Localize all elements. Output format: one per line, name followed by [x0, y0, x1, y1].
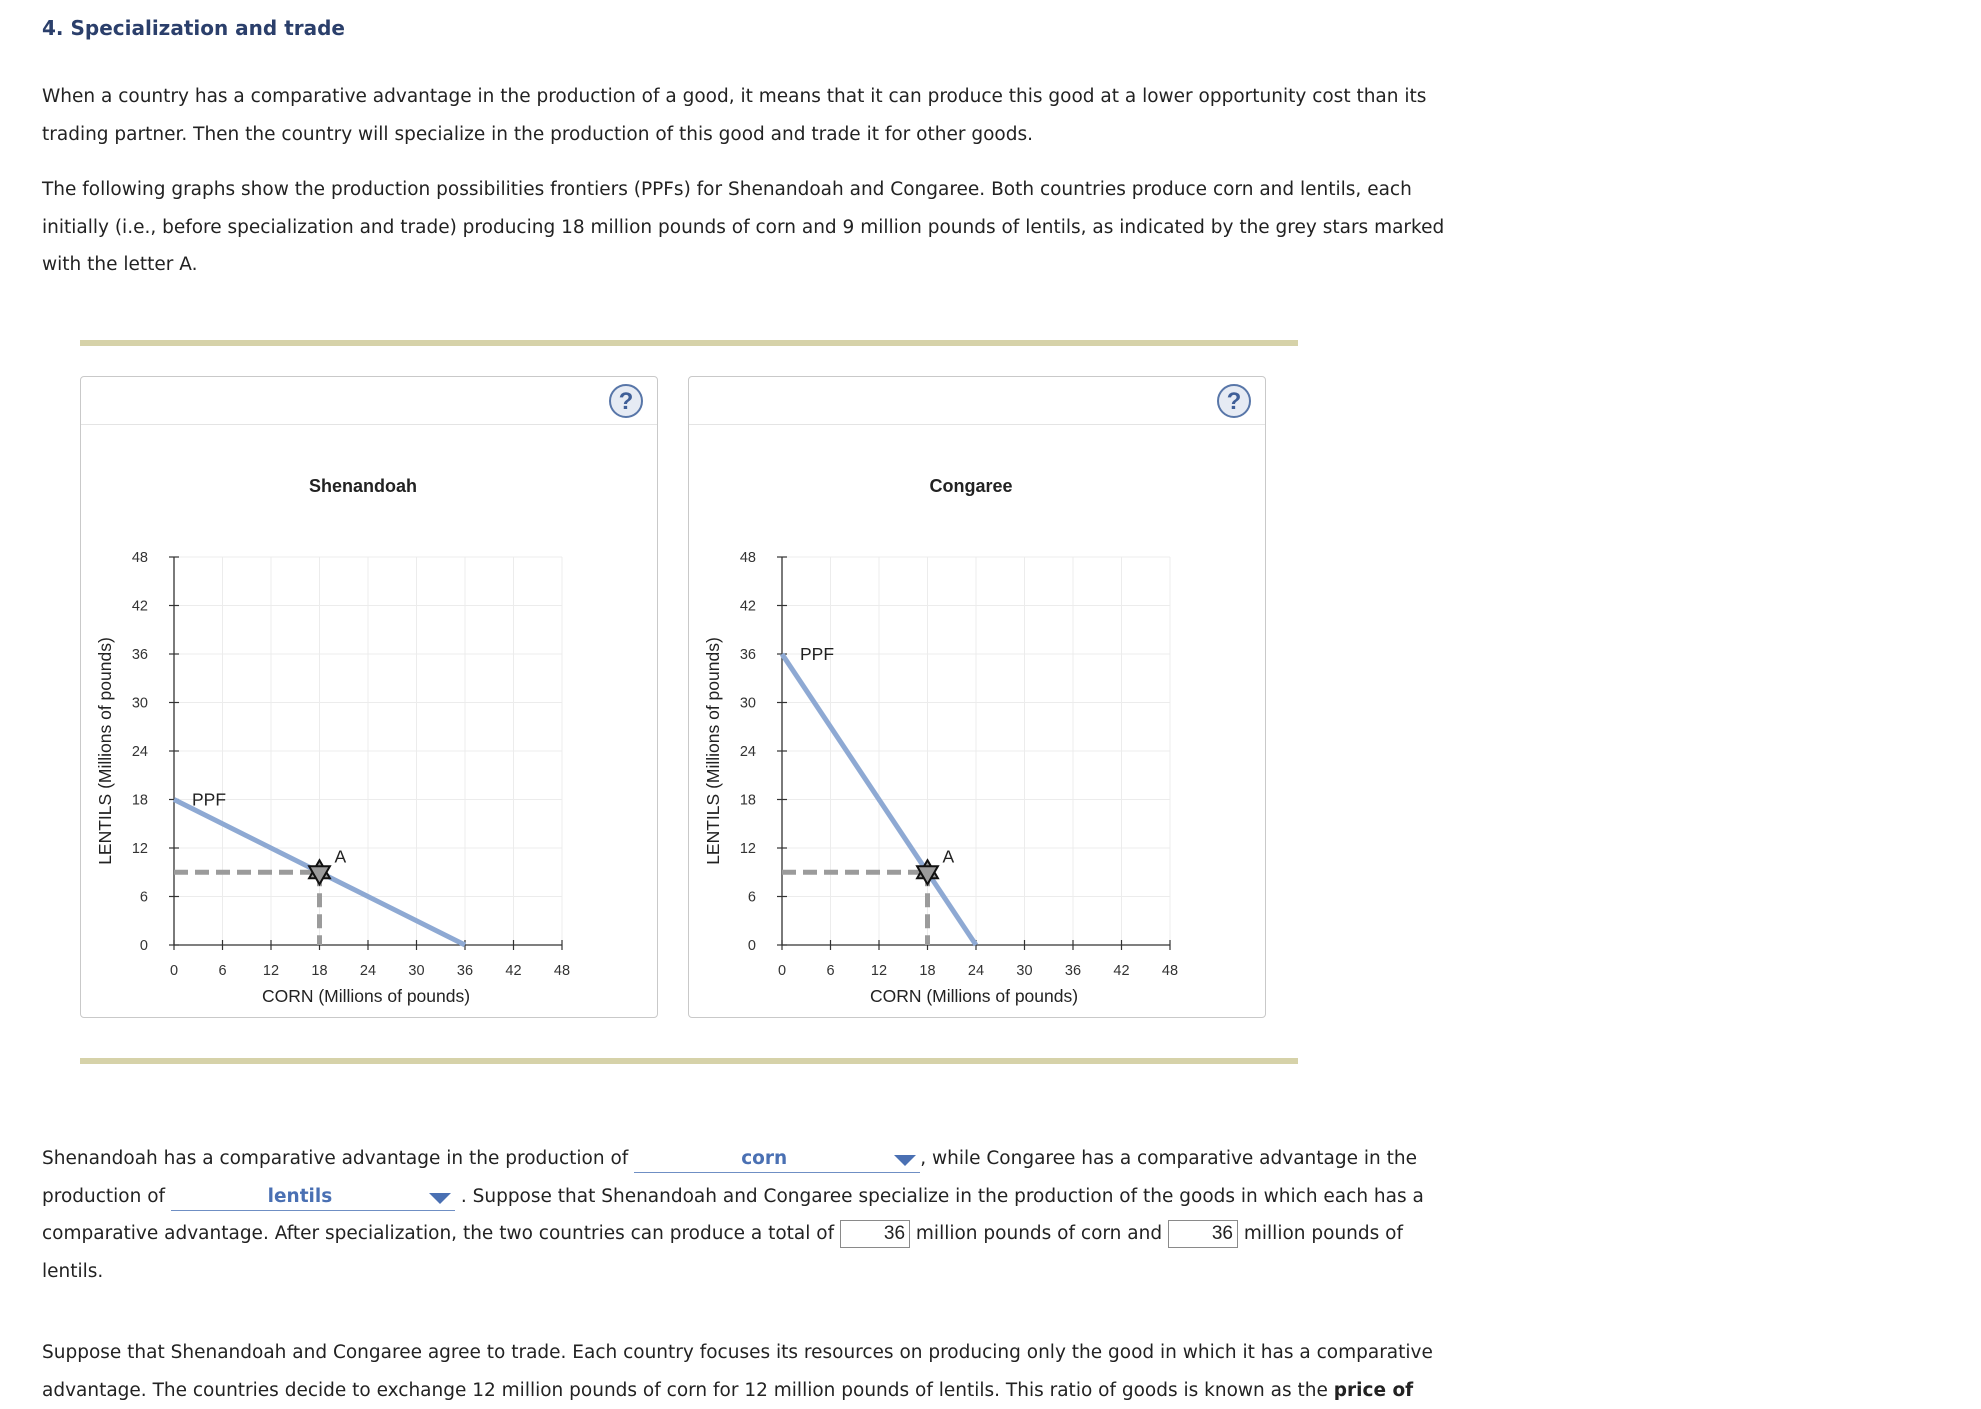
total-corn-input[interactable]: 36	[840, 1220, 910, 1248]
y-tick-label: 18	[131, 792, 148, 809]
answer-paragraph	[42, 1140, 1462, 1290]
x-tick-label: 18	[311, 963, 328, 979]
intro-1-line-1: When a country has a comparative advantage in the production of a good, it means that it can produce this good at a lower opportunity cost than its	[42, 86, 1427, 107]
chart-title: Shenandoah	[308, 476, 418, 496]
x-tick-label: 6	[826, 963, 835, 979]
answer-text-4: . Suppose that Shenandoah and Congaree specialize in the production of the goods in which each has a	[460, 1185, 1424, 1207]
panel-header	[81, 377, 657, 425]
y-tick-label: 48	[131, 550, 148, 566]
answer-text-8: lentils.	[42, 1260, 104, 1282]
intro-2-line-1: The following graphs show the production possibilities frontiers (PPFs) for Shenandoah and Congaree. Both countries produce corn and lentils, each	[42, 179, 1412, 200]
x-axis-label: CORN (Millions of pounds)	[261, 986, 471, 1006]
intro-paragraph-1	[42, 78, 1542, 153]
top-divider	[80, 340, 1298, 346]
y-tick-label: 0	[747, 938, 756, 954]
x-tick-label: 24	[359, 963, 377, 979]
dropdown-selected-value: corn	[741, 1148, 788, 1169]
total-lentils-input[interactable]: 36	[1168, 1220, 1238, 1248]
y-tick-label: 42	[739, 598, 756, 615]
y-tick-label: 12	[131, 841, 148, 857]
y-tick-label: 6	[747, 889, 756, 906]
x-tick-label: 42	[1113, 963, 1130, 979]
answer-text-1: Shenandoah has a comparative advantage in the production of	[42, 1148, 629, 1169]
dropdown-selected-value: lentils	[267, 1185, 333, 1207]
trade-line-2: advantage. The countries decide to exchange 12 million pounds of corn for 12 million pounds of lentils. This ratio of goods is known as the	[42, 1379, 1328, 1401]
x-tick-label: 6	[218, 963, 227, 979]
x-axis-label: CORN (Millions of pounds)	[869, 986, 1079, 1006]
intro-1-line-2: trading partner. Then the country will specialize in the production of this good and trade it for other goods.	[42, 123, 1033, 145]
y-tick-label: 24	[739, 744, 756, 760]
chevron-down-icon	[429, 1193, 451, 1204]
y-tick-label: 24	[131, 744, 148, 760]
intro-2-line-3: with the letter A.	[42, 254, 198, 275]
chart-title: Congaree	[929, 476, 1013, 496]
comparative-advantage-dropdown-congaree[interactable]	[171, 1184, 455, 1211]
chevron-down-icon	[894, 1155, 916, 1166]
ppf-label: PPF	[192, 789, 227, 810]
x-tick-label: 12	[870, 963, 888, 979]
answer-text-2: , while Congaree has a comparative advantage in the	[920, 1148, 1417, 1169]
x-tick-label: 48	[553, 963, 571, 979]
y-tick-label: 12	[739, 841, 756, 857]
y-tick-label: 36	[131, 647, 148, 663]
x-tick-label: 42	[505, 963, 522, 979]
y-tick-label: 48	[739, 550, 756, 566]
comparative-advantage-dropdown-shenandoah[interactable]	[634, 1146, 920, 1173]
y-tick-label: 6	[139, 889, 148, 906]
y-tick-label: 36	[739, 647, 756, 663]
x-tick-label: 30	[1016, 963, 1033, 979]
shenandoah-graph-panel	[80, 376, 658, 1018]
y-tick-label: 0	[139, 938, 148, 954]
answer-text-3: production of	[42, 1185, 166, 1207]
shenandoah-ppf-chart[interactable]	[81, 425, 656, 1015]
y-tick-label: 18	[739, 792, 756, 809]
help-icon[interactable]: ?	[1217, 384, 1251, 418]
x-tick-label: 30	[408, 963, 425, 979]
panel-header	[689, 377, 1265, 425]
x-tick-label: 48	[1161, 963, 1179, 979]
answer-text-7: million pounds of	[1243, 1223, 1403, 1244]
trade-line-2-bold: price of	[1333, 1379, 1414, 1401]
x-tick-label: 18	[919, 963, 936, 979]
bottom-divider	[80, 1058, 1298, 1064]
y-axis-label: LENTILS (Millions of pounds)	[703, 637, 723, 865]
answer-text-5: comparative advantage. After specialization, the two countries can produce a total of	[42, 1223, 835, 1244]
y-axis-label: LENTILS (Millions of pounds)	[95, 637, 115, 865]
intro-2-line-2: initially (i.e., before specialization and trade) producing 18 million pounds of corn and 9 million pounds of lentils, as indicated by the grey stars marked	[42, 216, 1445, 238]
congaree-ppf-chart[interactable]	[689, 425, 1264, 1015]
answer-text-6: million pounds of corn and	[915, 1223, 1163, 1244]
trade-line-1: Suppose that Shenandoah and Congaree agree to trade. Each country focuses its resources on producing only the good in which it has a comparative	[42, 1342, 1433, 1363]
x-tick-label: 0	[777, 963, 787, 979]
congaree-graph-panel	[688, 376, 1266, 1018]
y-tick-label: 30	[739, 695, 756, 712]
x-tick-label: 0	[169, 963, 179, 979]
section-heading: 4. Specialization and trade	[42, 16, 345, 40]
y-tick-label: 42	[131, 598, 148, 615]
help-icon[interactable]: ?	[609, 384, 643, 418]
trade-paragraph	[42, 1334, 1522, 1409]
x-tick-label: 12	[262, 963, 280, 979]
point-a-label: A	[334, 846, 347, 867]
x-tick-label: 24	[967, 963, 985, 979]
y-tick-label: 30	[131, 695, 148, 712]
intro-paragraph-2	[42, 171, 1542, 284]
x-tick-label: 36	[456, 963, 474, 979]
x-tick-label: 36	[1064, 963, 1082, 979]
point-a-label: A	[942, 846, 955, 867]
ppf-label: PPF	[800, 644, 835, 664]
